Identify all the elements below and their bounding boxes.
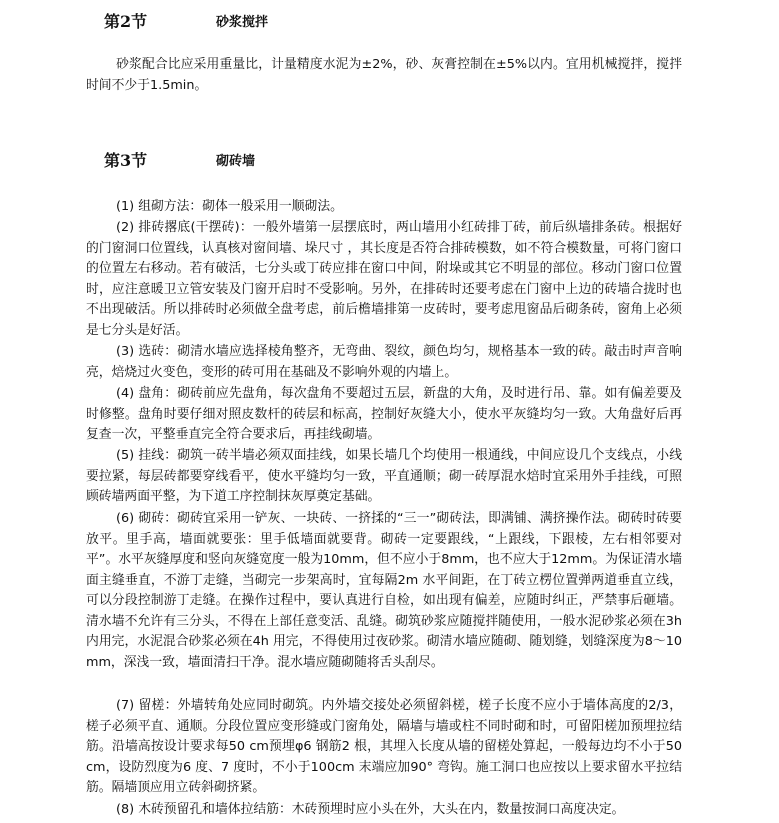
section-2-title: 砂浆搅拌 — [216, 15, 269, 30]
section-2-heading — [104, 9, 269, 32]
paragraph-item-3: (3) 选砖：砌清水墙应选择棱角整齐，无弯曲、裂纹，颜色均匀，规格基本一致的砖。敲击时声音响亮，焙烧过火变色，变形的砖可用在基础及不影响外观的内墙上。 — [86, 344, 682, 380]
section-3-heading — [104, 148, 256, 171]
paragraph-item-7: (7) 留槎：外墙转角处应同时砌筑。内外墙交接处必须留斜槎，槎子长度不应小于墙体高度的2/3，槎子必须平直、通顺。分段位置应变形缝或门窗角处，隔墙与墙或柱不同时砌和时，可留阳槎加预埋拉结筋。沿墙高按设计要求每50 cm预埋φ6 钢筋2 根，其埋入长度从墙的留槎处算起，一般每边均不小于50 cm，设防烈度为6 度、7 度时，不小于100cm 末端应加90° 弯钩。施工洞口也应按以上要求留水平拉结筋。隔墙顶应用立砖斜砌挤紧。 — [86, 698, 682, 795]
paragraph-item-4: (4) 盘角：砌砖前应先盘角，每次盘角不要超过五层，新盘的大角，及时进行吊、靠。如有偏差要及时修整。盘角时要仔细对照皮数杆的砖层和标高，控制好灰缝大小，使水平灰缝均匀一致。大角盘好后再复查一次，平整垂直完全符合要求后，再挂线砌墙。 — [86, 386, 682, 442]
section-3-number: 第3节 — [104, 151, 148, 170]
paragraph-item-1: (1) 组砌方法：砌体一般采用一顺砌法。 — [116, 199, 343, 214]
section-2-number: 第2节 — [104, 12, 148, 31]
section-3-title: 砌砖墙 — [216, 154, 256, 169]
paragraph-item-5: (5) 挂线：砌筑一砖半墙必须双面挂线，如果长墙几个均使用一根通线，中间应设几个支线点，小线要拉紧，每层砖都要穿线看平，使水平缝均匀一致，平直通顺；砌一砖厚混水焙时宜采用外手挂线，可照顾砖墙两面平整，为下道工序控制抹灰厚奠定基础。 — [86, 448, 682, 504]
paragraph-item-6: (6) 砌砖：砌砖宜采用一铲灰、一块砖、一挤揉的“三一”砌砖法，即满铺、满挤操作法。砌砖时砖要放平。里手高，墙面就要张：里手低墙面就要背。砌砖一定要跟线，“上跟线，下跟棱，左右相邻要对平”。水平灰缝厚度和竖向灰缝宽度一般为10mm，但不应小于8mm，也不应大于12mm。为保证清水墙面主缝垂直，不游丁走缝，当砌完一步架高时，宜每隔2m 水平间距，在丁砖立楞位置弹两道垂直立线，可以分段控制游丁走缝。在操作过程中，要认真进行自检，如出现有偏差，应随时纠正，严禁事后砸墙。清水墙不允许有三分头，不得在上部任意变活、乱缝。砌筑砂浆应随搅拌随使用，一般水泥砂浆必须在3h 内用完，水泥混合砂浆必须在4h 用完，不得使用过夜砂浆。砌清水墙应随砌、随划缝，划缝深度为8～10mm，深浅一致，墙面清扫干净。混水墙应随砌随将舌头刮尽。 — [86, 511, 682, 670]
paragraph-item-2: (2) 排砖撂底(干摆砖)：一般外墙第一层摆底时，两山墙用小红砖排丁砖，前后纵墙排条砖。根据好的门窗洞口位置线，认真核对窗间墙、垛尺寸 ，其长度是否符合排砖模数，如不符合模数量，可将门窗口的位置左右移动。若有破活，七分头或丁砖应排在窗口中间，附垛或其它不明显的部位。移动门窗口位置时，应注意暖卫立管安装及门窗开启时不受影响。另外，在排砖时还要考虑在门窗中上边的砖墙合拢时也不出现破活。所以排砖时必须做全盘考虑，前后檐墙排第一皮砖时，要考虑甩窗品后砌条砖，窗角上必须是七分头是好活。 — [86, 220, 682, 338]
section-2-paragraph: 砂浆配合比应采用重量比，计量精度水泥为±2%，砂、灰膏控制在±5%以内。宜用机械搅拌，搅拌时间不少于1.5min。 — [86, 57, 682, 93]
paragraph-item-8: (8) 木砖预留孔和墙体拉结筋：木砖预埋时应小头在外，大头在内，数量按洞口高度决定。 — [116, 802, 625, 817]
